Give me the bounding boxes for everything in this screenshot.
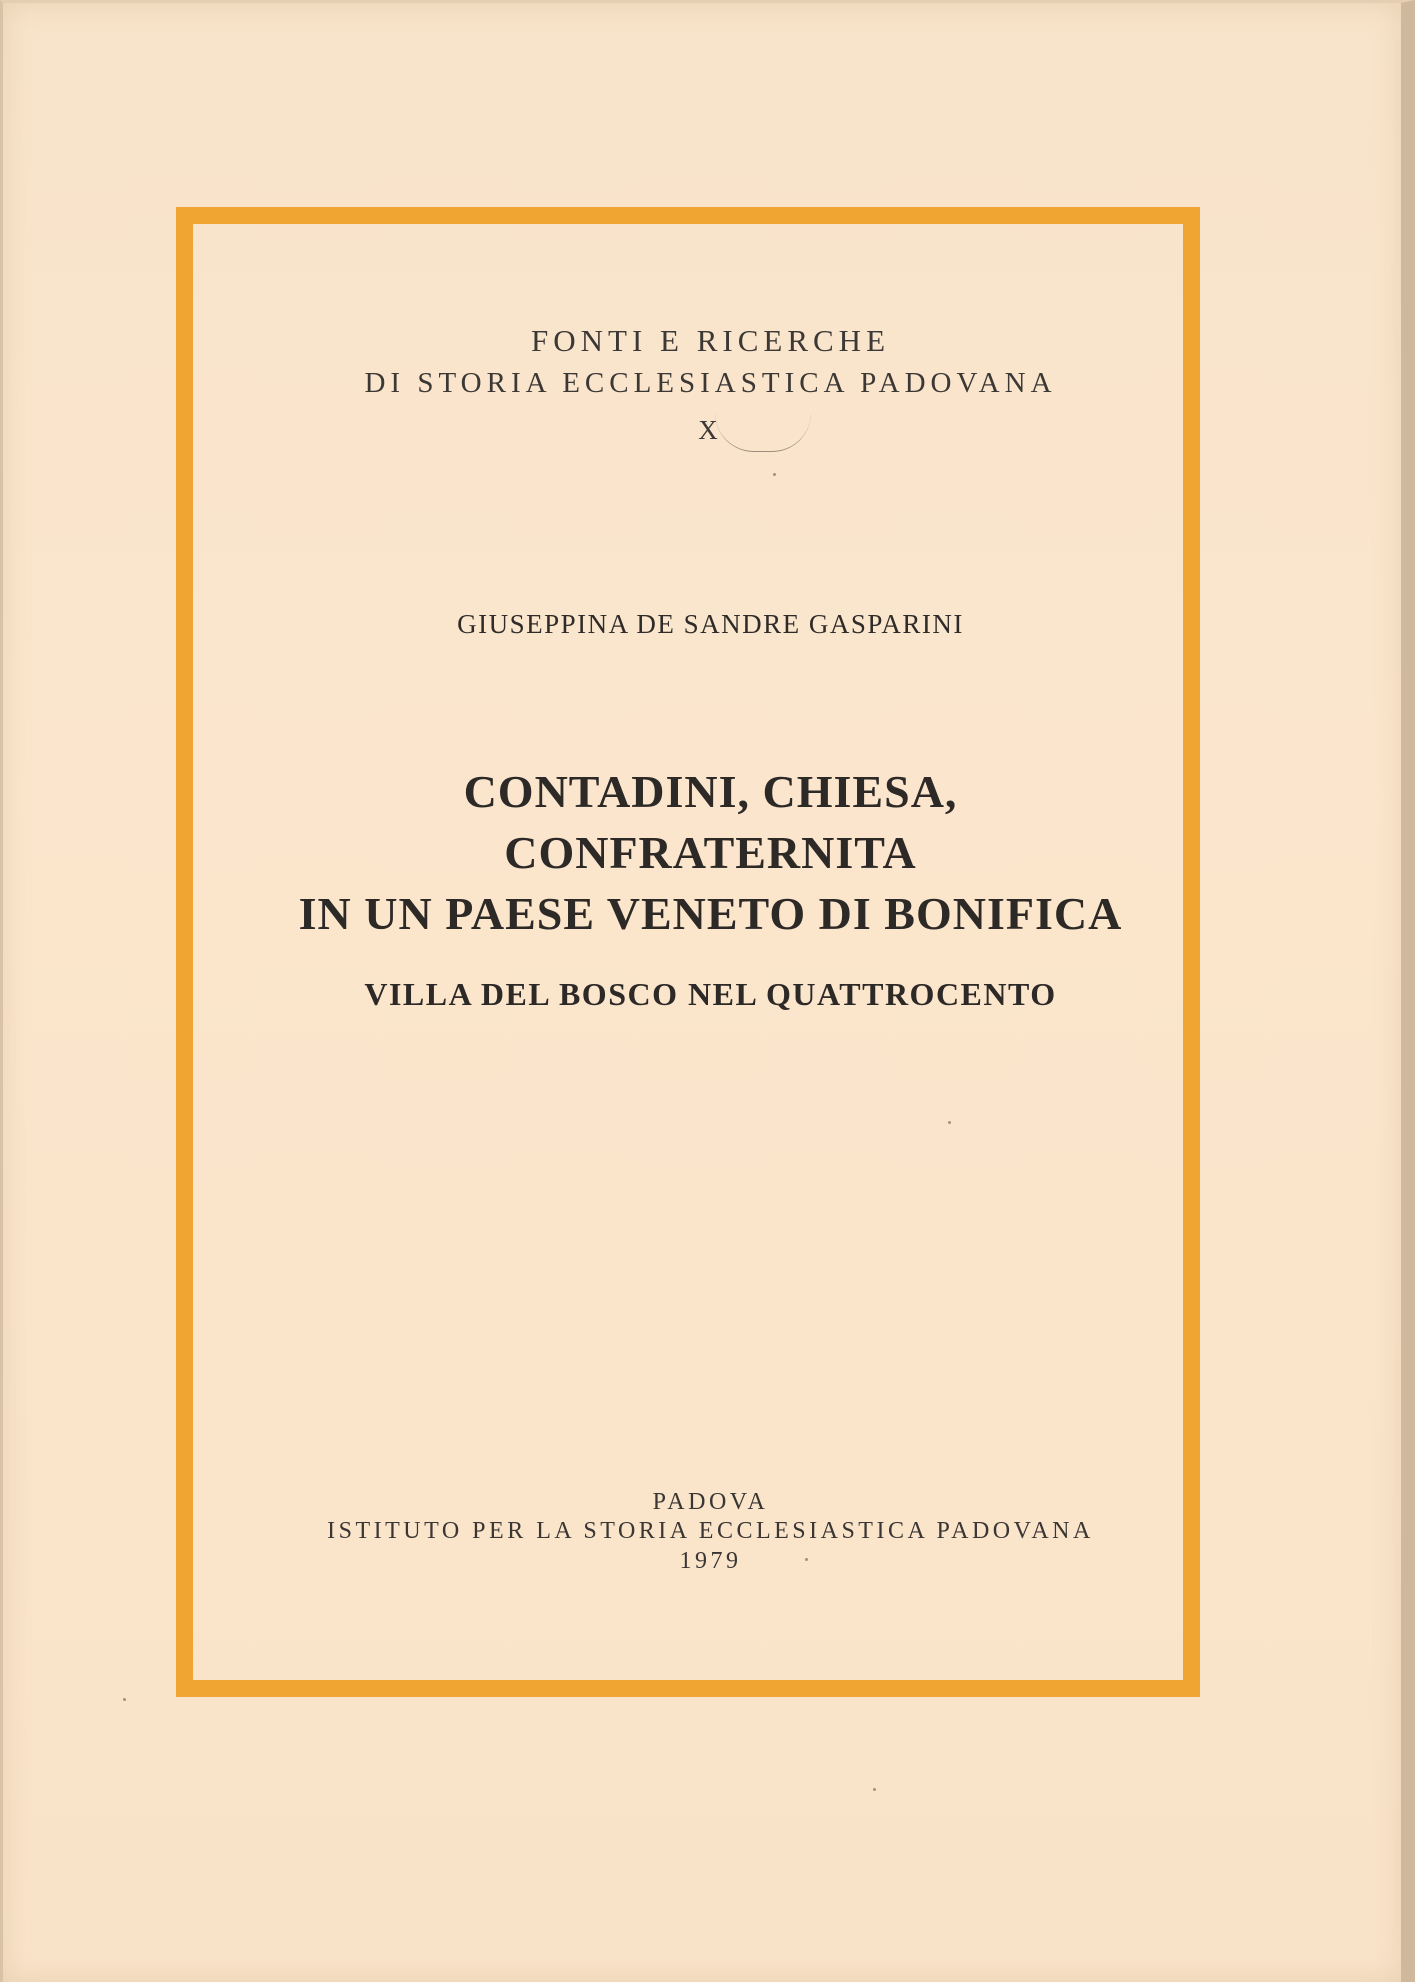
book-title-line-3: IN UN PAESE VENETO DI BONIFICA [298, 888, 1123, 939]
series-volume: X [698, 415, 723, 445]
book-title-line-1: CONTADINI, CHIESA, [463, 766, 958, 817]
paper-speck [123, 1698, 126, 1701]
book-subtitle: VILLA DEL BOSCO NEL QUATTROCENTO [364, 976, 1057, 1012]
paper-speck [805, 1558, 808, 1561]
author-name: GIUSEPPINA DE SANDRE GASPARINI [457, 609, 964, 639]
imprint-city: PADOVA [652, 1489, 769, 1515]
paper-speck [773, 473, 776, 476]
series-subtitle: DI STORIA ECCLESIASTICA PADOVANA [364, 367, 1057, 399]
paper-speck [948, 1121, 951, 1124]
series-title: FONTI E RICERCHE [531, 323, 890, 358]
book-title-line-2: CONFRATERNITA [504, 827, 917, 878]
imprint-publisher: ISTITUTO PER LA STORIA ECCLESIASTICA PADOVANA [327, 1518, 1094, 1544]
paper-speck [873, 1788, 876, 1791]
imprint-year: 1979 [679, 1548, 742, 1574]
